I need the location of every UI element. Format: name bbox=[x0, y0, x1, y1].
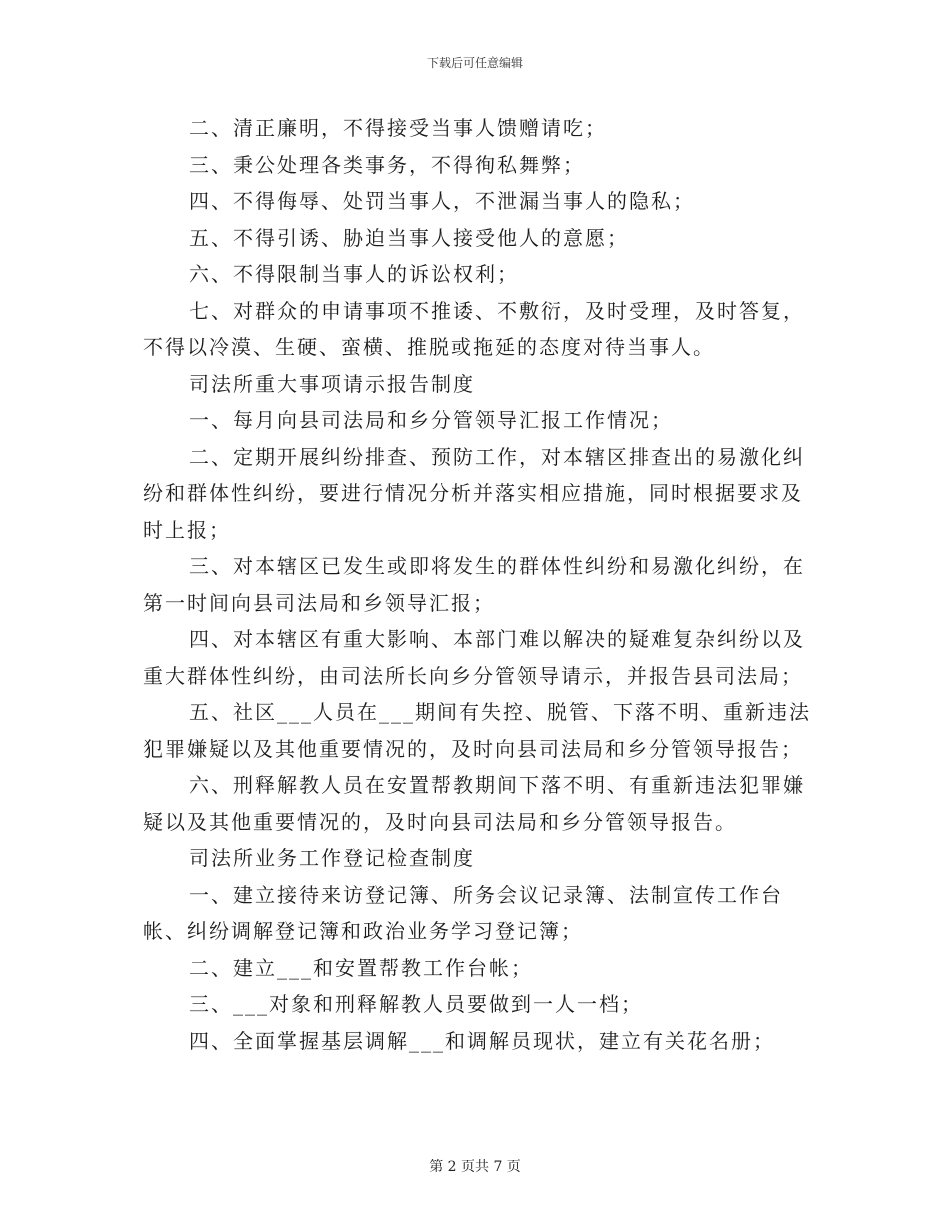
paragraph: 三、对本辖区已发生或即将发生的群体性纠纷和易激化纠纷，在第一时间向县司法局和乡领导汇报； bbox=[143, 554, 805, 615]
paragraph: 二、定期开展纠纷排查、预防工作，对本辖区排查出的易激化纠纷和群体性纠纷，要进行情况分析并落实相应措施，同时根据要求及时上报； bbox=[143, 444, 805, 542]
document-body bbox=[143, 110, 813, 1059]
paragraph: 四、全面掌握基层调解___和调解员现状，建立有关花名册； bbox=[189, 1028, 775, 1053]
paragraph: 七、对群众的申请事项不推诿、不敷衍，及时受理，及时答复，不得以冷漠、生硬、蛮横、推脱或拖延的态度对待当事人。 bbox=[143, 298, 805, 359]
paragraph: 四、对本辖区有重大影响、本部门难以解决的疑难复杂纠纷以及重大群体性纠纷，由司法所长向乡分管领导请示，并报告县司法局； bbox=[143, 627, 805, 688]
paragraph: 一、建立接待来访登记簿、所务会议记录簿、法制宣传工作台帐、纠纷调解登记簿和政治业务学习登记簿； bbox=[143, 882, 783, 943]
paragraph: 六、不得限制当事人的诉讼权利； bbox=[189, 262, 519, 286]
paragraph: 二、建立___和安置帮教工作台帐； bbox=[189, 955, 533, 980]
page-number-footer: 第 2 页共 7 页 bbox=[429, 1159, 521, 1175]
paragraph: 四、不得侮辱、处罚当事人，不泄漏当事人的隐私； bbox=[189, 189, 695, 213]
section-heading: 司法所业务工作登记检查制度 bbox=[189, 846, 475, 870]
paragraph: 五、不得引诱、胁迫当事人接受他人的意愿； bbox=[189, 225, 629, 250]
paragraph: 五、社区___人员在___期间有失控、脱管、下落不明、重新违法犯罪嫌疑以及其他重要情况的，及时向县司法局和乡分管领导报告； bbox=[143, 700, 811, 761]
paragraph: 二、清正廉明，不得接受当事人馈赠请吃； bbox=[189, 116, 607, 140]
paragraph: 一、每月向县司法局和乡分管领导汇报工作情况； bbox=[189, 408, 673, 432]
paragraph: 六、刑释解教人员在安置帮教期间下落不明、有重新违法犯罪嫌疑以及其他重要情况的，及时向县司法局和乡分管领导报告。 bbox=[143, 773, 805, 834]
page-header-note: 下载后可任意编辑 bbox=[426, 56, 523, 70]
paragraph: 三、秉公处理各类事务，不得徇私舞弊； bbox=[189, 152, 585, 177]
section-heading: 司法所重大事项请示报告制度 bbox=[189, 371, 475, 396]
paragraph: 三、___对象和刑释解教人员要做到一人一档； bbox=[189, 992, 643, 1016]
